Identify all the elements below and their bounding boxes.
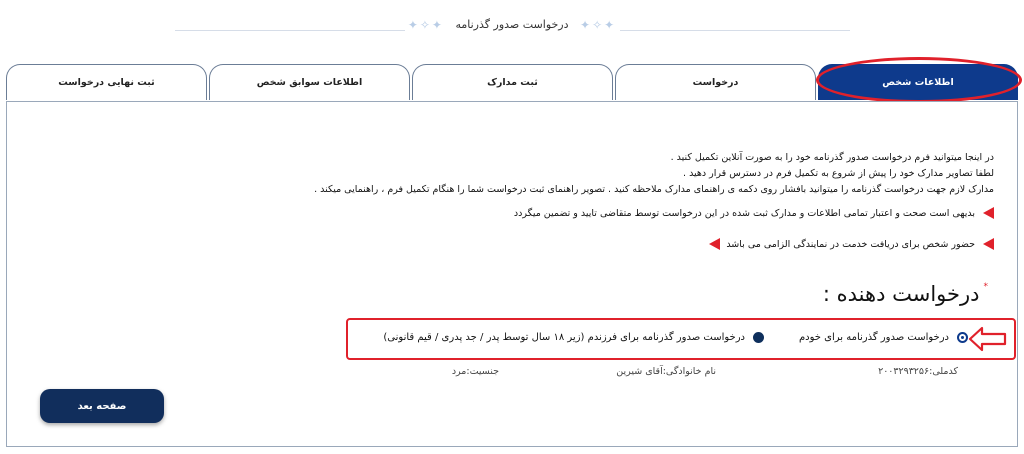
header-divider-left [175, 30, 405, 31]
intro-line: لطفا تصاویر مدارک خود را پیش از شروع به تکمیل فرم در دسترس قرار دهید . [683, 168, 994, 179]
tab-documents[interactable] [412, 64, 613, 100]
notice-item [709, 238, 994, 250]
intro-line: در اینجا میتوانید فرم درخواست صدور گذرنامه خود را به صورت آنلاین تکمیل کنید . [670, 152, 994, 163]
tab-label: اطلاعات سوابق شخص [256, 77, 363, 88]
triangle-bullet-icon [983, 207, 994, 219]
tab-person-info[interactable] [818, 64, 1018, 100]
step-tabs [6, 64, 1018, 102]
required-mark: * [983, 282, 988, 292]
applicant-options-group [346, 318, 1016, 360]
notice-text: حضور شخص برای دریافت خدمت در نمایندگی الزامی می باشد [726, 238, 975, 250]
triangle-bullet-icon [709, 238, 720, 250]
page-title: درخواست صدور گذرنامه [455, 18, 569, 31]
family-name: نام خانوادگی:آقای شیرین [616, 366, 716, 377]
gender: جنسیت:مرد [451, 366, 499, 377]
notice-item [514, 207, 994, 219]
radio-unselected[interactable] [753, 332, 764, 343]
intro-text [174, 150, 994, 198]
tab-request[interactable] [615, 64, 816, 100]
notice-text: بدیهی است صحت و اعتبار تمامی اطلاعات و مدارک ثبت شده در این درخواست توسط متقاضی تایید و تضمین میگردد [513, 207, 975, 219]
tab-person-history[interactable] [209, 64, 410, 100]
ornament-icon: ✦✧✦ [580, 18, 617, 32]
radio-selected[interactable] [957, 332, 968, 343]
option-child[interactable] [383, 332, 764, 343]
tab-final-submit[interactable] [6, 64, 207, 100]
pointer-arrow-icon [968, 326, 1008, 352]
header-divider-right [620, 30, 850, 31]
next-page-button[interactable]: صفحه بعد [40, 389, 164, 423]
triangle-bullet-icon [983, 238, 994, 250]
option-self[interactable] [799, 332, 968, 343]
intro-line: مدارک لازم جهت درخواست گذرنامه را میتوانید بافشار روی دکمه ی راهنمای مدارک ملاحظه کنید . تصویر راهنمای ثبت درخواست شما را هنگام تکمیل فرم ، راهنمایی میکند . [314, 184, 994, 195]
option-label: درخواست صدور گذرنامه برای فرزندم (زیر ۱۸ سال توسط پدر / جد پدری / قیم قانونی) [383, 332, 745, 343]
applicant-title-text: درخواست دهنده : [822, 282, 980, 306]
national-code: کدملی:۲۰۰۳۲۹۳۲۵۶ [878, 366, 958, 377]
tab-label: اطلاعات شخص [882, 77, 954, 88]
applicant-title [823, 282, 988, 306]
tab-label: ثبت نهایی درخواست [58, 77, 155, 88]
option-label: درخواست صدور گذرنامه برای خودم [798, 332, 949, 343]
tab-label: درخواست [692, 77, 739, 88]
tab-label: ثبت مدارک [487, 77, 538, 88]
page-header [0, 18, 1024, 32]
ornament-icon: ✦✧✦ [407, 18, 444, 32]
